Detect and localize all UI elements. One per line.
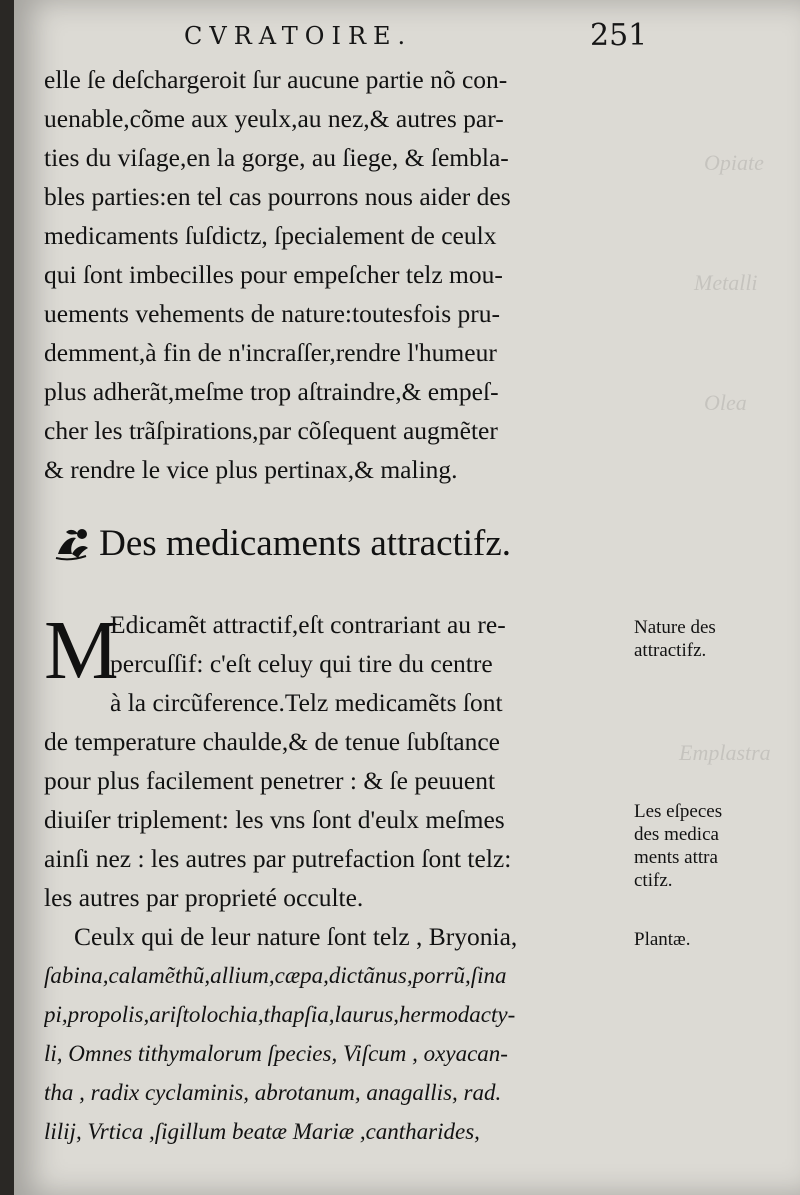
margin-note-line: Nature des bbox=[634, 617, 716, 638]
margin-note-line: Les eſpeces bbox=[634, 801, 723, 822]
margin-note-line: des medica bbox=[634, 824, 719, 845]
text-line: Edicamẽt attractif,eſt contrariant au re- bbox=[110, 610, 506, 639]
fleuron-ornament-icon bbox=[52, 524, 94, 564]
bleed-through-text: Olea bbox=[704, 390, 747, 415]
page-number: 251 bbox=[590, 18, 648, 53]
text-line: de temperature chaulde,& de tenue ſubſtance bbox=[44, 727, 500, 756]
margin-note-line: Plantæ. bbox=[634, 929, 691, 950]
text-line: percuſſif: c'eſt celuy qui tire du centre bbox=[110, 649, 493, 678]
text-line: uements vehements de nature:toutesfois pru- bbox=[44, 299, 501, 328]
text-line: pour plus facilement penetrer : & ſe peuuent bbox=[44, 766, 496, 795]
text-line: ſabina,calamẽthũ,allium,cæpa,dictãnus,porrũ,ſina bbox=[44, 963, 507, 988]
text-line: lilij, Vrtica ,ſigillum beatæ Mariæ ,cantharides, bbox=[44, 1119, 480, 1144]
text-line: les autres par proprieté occulte. bbox=[44, 883, 364, 912]
text-line: li, Omnes tithymalorum ſpecies, Viſcum , oxyacan- bbox=[44, 1041, 508, 1066]
text-line: qui ſont imbecilles pour empeſcher telz mou- bbox=[44, 260, 503, 289]
margin-note-line: ments attra bbox=[634, 847, 718, 868]
text-line: & rendre le vice plus pertinax,& maling. bbox=[44, 455, 458, 484]
running-title: CVRATOIRE. bbox=[184, 22, 413, 50]
text-line: Ceulx qui de leur nature ſont telz , Bryonia, bbox=[74, 922, 518, 951]
bleed-through-text: Metalli bbox=[694, 270, 758, 295]
text-line: bles parties:en tel cas pourrons nous aider des bbox=[44, 182, 511, 211]
margin-note-line: attractifz. bbox=[634, 640, 707, 661]
paragraph-attractive-remedies bbox=[44, 605, 644, 1151]
bleed-through-text: Opiate bbox=[704, 150, 764, 175]
text-line: plus adherãt,meſme trop aſtraindre,& empeſ- bbox=[44, 377, 499, 406]
text-line: à la circũference.Telz medicamẽts ſont bbox=[110, 688, 503, 717]
book-page bbox=[14, 0, 800, 1195]
text-line: cher les trãſpirations,par cõſequent augmẽter bbox=[44, 416, 498, 445]
text-line: ties du viſage,en la gorge, au ſiege, & ſembla- bbox=[44, 143, 509, 172]
bleed-through-text: Emplastra bbox=[679, 740, 771, 765]
text-line: medicaments ſuſdictz, ſpecialement de ceulx bbox=[44, 221, 497, 250]
text-line: uenable,cõme aux yeulx,au nez,& autres par- bbox=[44, 104, 504, 133]
text-line: ainſi nez : les autres par putrefaction ſont telz: bbox=[44, 844, 512, 873]
text-line: elle ſe deſchargeroit ſur aucune partie nõ con- bbox=[44, 65, 508, 94]
margin-note-nature bbox=[634, 616, 716, 662]
text-line: demment,à fin de n'incraſſer,rendre l'humeur bbox=[44, 338, 497, 367]
margin-note-species bbox=[634, 800, 722, 892]
text-line: tha , radix cyclaminis, abrotanum, anagallis, rad. bbox=[44, 1080, 502, 1105]
text-line: pi,propolis,ariſtolochia,thapſia,laurus,hermodacty- bbox=[44, 1002, 516, 1027]
section-heading-text: Des medicaments attractifz. bbox=[99, 523, 512, 564]
drop-cap: M bbox=[44, 604, 119, 697]
margin-note-plants bbox=[634, 928, 690, 951]
margin-note-line: ctifz. bbox=[634, 870, 673, 891]
paragraph-repercussive-remedies bbox=[44, 60, 644, 489]
page-header bbox=[14, 18, 800, 58]
section-heading bbox=[52, 522, 511, 578]
text-line: diuiſer triplement: les vns ſont d'eulx meſmes bbox=[44, 805, 505, 834]
